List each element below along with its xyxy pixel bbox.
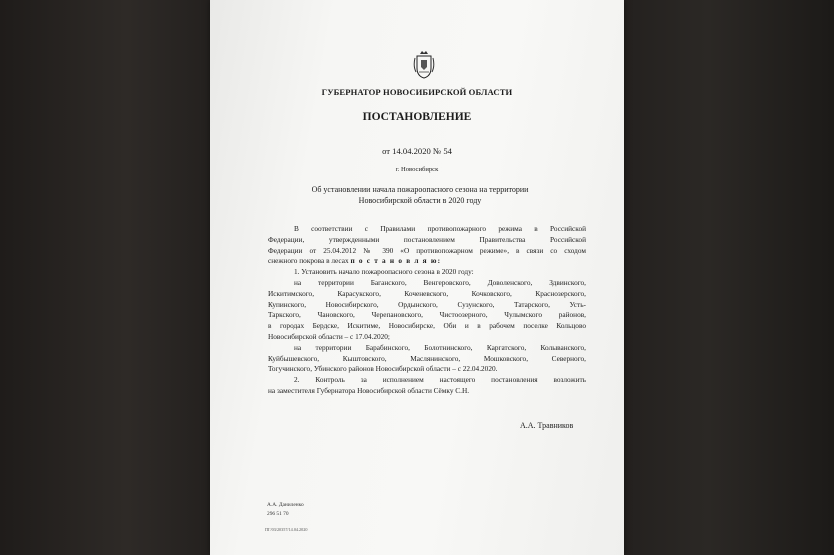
- body-line: Купинского, Новосибирского, Ордынского, Сузунского, Татарского, Усть-: [268, 299, 586, 309]
- document-body: [268, 224, 586, 397]
- body-line: Новосибирской области – с 17.04.2020;: [268, 331, 390, 341]
- body-line: В соответствии с Правилами противопожарного режима в Российской: [294, 224, 586, 233]
- document-code: ПГ/03/20357/14.04.2020: [265, 527, 308, 532]
- body-line-resolve: [268, 256, 586, 267]
- coat-of-arms-icon: [413, 50, 435, 80]
- item-2-line: 2. Контроль за исполнением настоящего постановления возложить: [294, 375, 586, 385]
- desk-background-left: [0, 0, 210, 555]
- signer-name: А.А. Травников: [520, 421, 574, 430]
- body-line: на территории Баганского, Венгеровского, Доволенского, Здвинского,: [294, 277, 586, 287]
- body-line: Куйбышевского, Кыштовского, Маслянинского, Мошковского, Северного,: [268, 353, 586, 363]
- executor-phone: 296 51 70: [267, 511, 289, 517]
- date-and-number: от 14.04.2020 № 54: [382, 146, 452, 156]
- city-line: г. Новосибирск: [395, 166, 439, 173]
- document-subject: [280, 184, 560, 206]
- subject-line: Об установлении начала пожароопасного сезона на территории: [311, 185, 529, 194]
- preamble-tail: снежного покрова в лесах: [268, 256, 349, 266]
- authority-title: ГУБЕРНАТОР НОВОСИБИРСКОЙ ОБЛАСТИ: [321, 87, 513, 97]
- item-1-title: 1. Установить начало пожароопасного сезона в 2020 году:: [294, 267, 474, 277]
- document-type-title: ПОСТАНОВЛЕНИЕ: [362, 111, 472, 123]
- body-line: Федерации от 25.04.2012 № 390 «О противопожарном режиме», в связи со сходом: [268, 245, 586, 255]
- subject-line: Новосибирской области в 2020 году: [358, 196, 482, 205]
- item-2-line: на заместителя Губернатора Новосибирской области Сёмку С.Н.: [268, 385, 470, 395]
- body-line: Искитимского, Карасукского, Коченевского, Кочковского, Краснозерского,: [268, 288, 586, 298]
- body-line: на территории Барабинского, Болотнинского, Каргатского, Колыванского,: [294, 342, 586, 352]
- document-sheet: [210, 0, 624, 555]
- resolve-word: п о с т а н о в л я ю:: [350, 256, 442, 266]
- desk-background-right: [624, 0, 834, 555]
- body-line: Тогучинского, Убинского районов Новосибирской области – с 22.04.2020.: [268, 364, 498, 374]
- body-line: Таркского, Чановского, Черепановского, Чистоозерного, Чулымского районов,: [268, 310, 586, 320]
- body-line: Федерации, утвержденными постановлением Правительства Российской: [268, 234, 586, 244]
- executor-name: А.А. Даниленко: [267, 502, 304, 508]
- body-line: в городах Бердске, Искитиме, Новосибирске, Оби и в рабочем поселке Кольцово: [268, 321, 586, 331]
